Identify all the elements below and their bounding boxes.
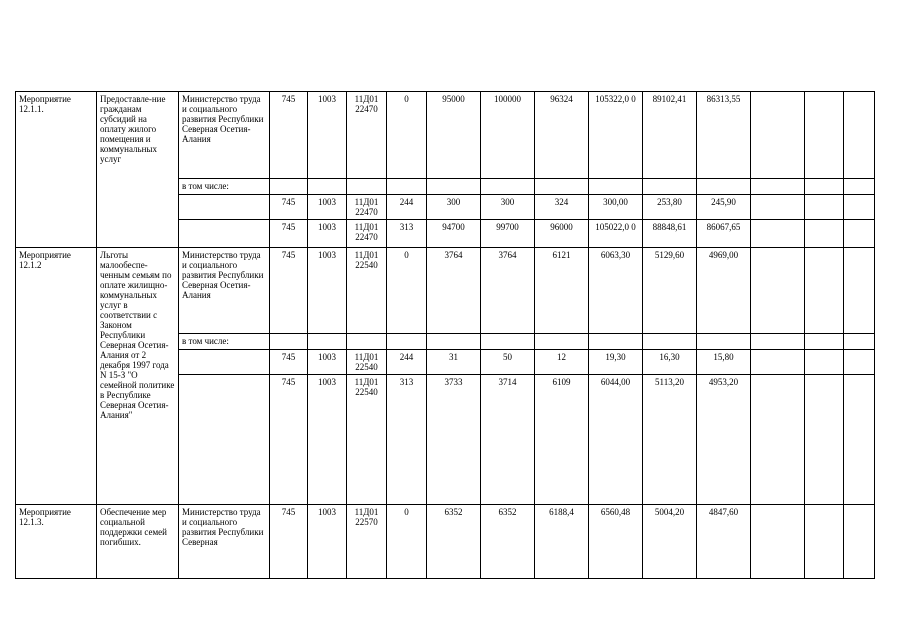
empty-cell [844,248,875,334]
grbs-cell: 745 [270,350,308,375]
vr-cell: 244 [387,195,427,220]
value-cell: 3733 [427,375,481,505]
value-cell: 3764 [481,248,535,334]
including-label: в том числе: [179,179,270,195]
value-cell: 6109 [535,375,589,505]
empty-cell [805,92,844,179]
value-cell: 300,00 [589,195,643,220]
empty-cell [805,505,844,579]
budget-table [15,91,875,579]
value-cell: 105022,0 0 [589,220,643,248]
value-cell: 6188,4 [535,505,589,579]
value-cell: 6063,30 [589,248,643,334]
value-cell: 19,30 [589,350,643,375]
vr-cell: 313 [387,220,427,248]
grbs-cell: 745 [270,248,308,334]
value-cell: 253,80 [643,195,697,220]
vr-cell: 313 [387,375,427,505]
rzpr-cell: 1003 [308,195,347,220]
executor-cell: Министерство труда и социального развития Республики Северная Осетия-Алания [179,248,270,334]
value-cell: 96324 [535,92,589,179]
value-cell: 6352 [481,505,535,579]
table-row [16,92,875,179]
value-cell: 6352 [427,505,481,579]
rzpr-cell: 1003 [308,220,347,248]
vr-cell: 244 [387,350,427,375]
table-row [16,505,875,579]
value-cell: 324 [535,195,589,220]
csr-cell: 11Д01 22540 [347,375,387,505]
executor-cell: Министерство труда и социального развития Республики Северная [179,505,270,579]
value-cell: 15,80 [697,350,751,375]
csr-cell: 11Д01 22540 [347,248,387,334]
value-cell: 100000 [481,92,535,179]
empty-cell [751,248,805,334]
value-cell: 3714 [481,375,535,505]
empty-cell [751,505,805,579]
rzpr-cell: 1003 [308,92,347,179]
csr-cell: 11Д01 22470 [347,92,387,179]
event-cell: Мероприятие 12.1.2 [16,248,97,505]
value-cell: 4969,00 [697,248,751,334]
value-cell: 89102,41 [643,92,697,179]
value-cell: 245,90 [697,195,751,220]
vr-cell: 0 [387,92,427,179]
value-cell: 88848,61 [643,220,697,248]
value-cell: 16,30 [643,350,697,375]
description-cell: Обеспечение мер социальной поддержки семей погибших. [97,505,179,579]
empty-cell [805,248,844,334]
empty-cell [844,92,875,179]
value-cell: 300 [427,195,481,220]
event-cell: Мероприятие 12.1.1. [16,92,97,248]
value-cell: 300 [481,195,535,220]
value-cell: 3764 [427,248,481,334]
value-cell: 31 [427,350,481,375]
value-cell: 99700 [481,220,535,248]
value-cell: 4953,20 [697,375,751,505]
value-cell: 6044,00 [589,375,643,505]
value-cell: 95000 [427,92,481,179]
value-cell: 86067,65 [697,220,751,248]
value-cell: 86313,55 [697,92,751,179]
vr-cell: 0 [387,248,427,334]
rzpr-cell: 1003 [308,505,347,579]
value-cell: 12 [535,350,589,375]
value-cell: 6560,48 [589,505,643,579]
csr-cell: 11Д01 22540 [347,350,387,375]
csr-cell: 11Д01 22470 [347,220,387,248]
empty-cell [844,505,875,579]
value-cell: 5113,20 [643,375,697,505]
description-cell: Предоставле-ние гражданам субсидий на оплату жилого помещения и коммунальных услуг [97,92,179,248]
value-cell: 94700 [427,220,481,248]
csr-cell: 11Д01 22470 [347,195,387,220]
table-row [16,248,875,334]
value-cell: 6121 [535,248,589,334]
grbs-cell: 745 [270,195,308,220]
grbs-cell: 745 [270,375,308,505]
rzpr-cell: 1003 [308,248,347,334]
description-cell: Льготы малообеспе-ченным семьям по оплате жилищно-коммунальных услуг в соответствии с Законом Республики Северная Осетия-Алания от 2 декабря 1997 года N 15-З "О семейной политике в Республике Северная Осетия-Алания" [97,248,179,505]
value-cell: 5004,20 [643,505,697,579]
grbs-cell: 745 [270,220,308,248]
value-cell: 4847,60 [697,505,751,579]
value-cell: 50 [481,350,535,375]
including-label: в том числе: [179,334,270,350]
value-cell: 105322,0 0 [589,92,643,179]
value-cell: 5129,60 [643,248,697,334]
empty-cell [751,92,805,179]
vr-cell: 0 [387,505,427,579]
csr-cell: 11Д01 22570 [347,505,387,579]
event-cell: Мероприятие 12.1.3. [16,505,97,579]
grbs-cell: 745 [270,92,308,179]
rzpr-cell: 1003 [308,350,347,375]
value-cell: 96000 [535,220,589,248]
rzpr-cell: 1003 [308,375,347,505]
grbs-cell: 745 [270,505,308,579]
executor-cell: Министерство труда и социального развития Республики Северная Осетия-Алания [179,92,270,179]
